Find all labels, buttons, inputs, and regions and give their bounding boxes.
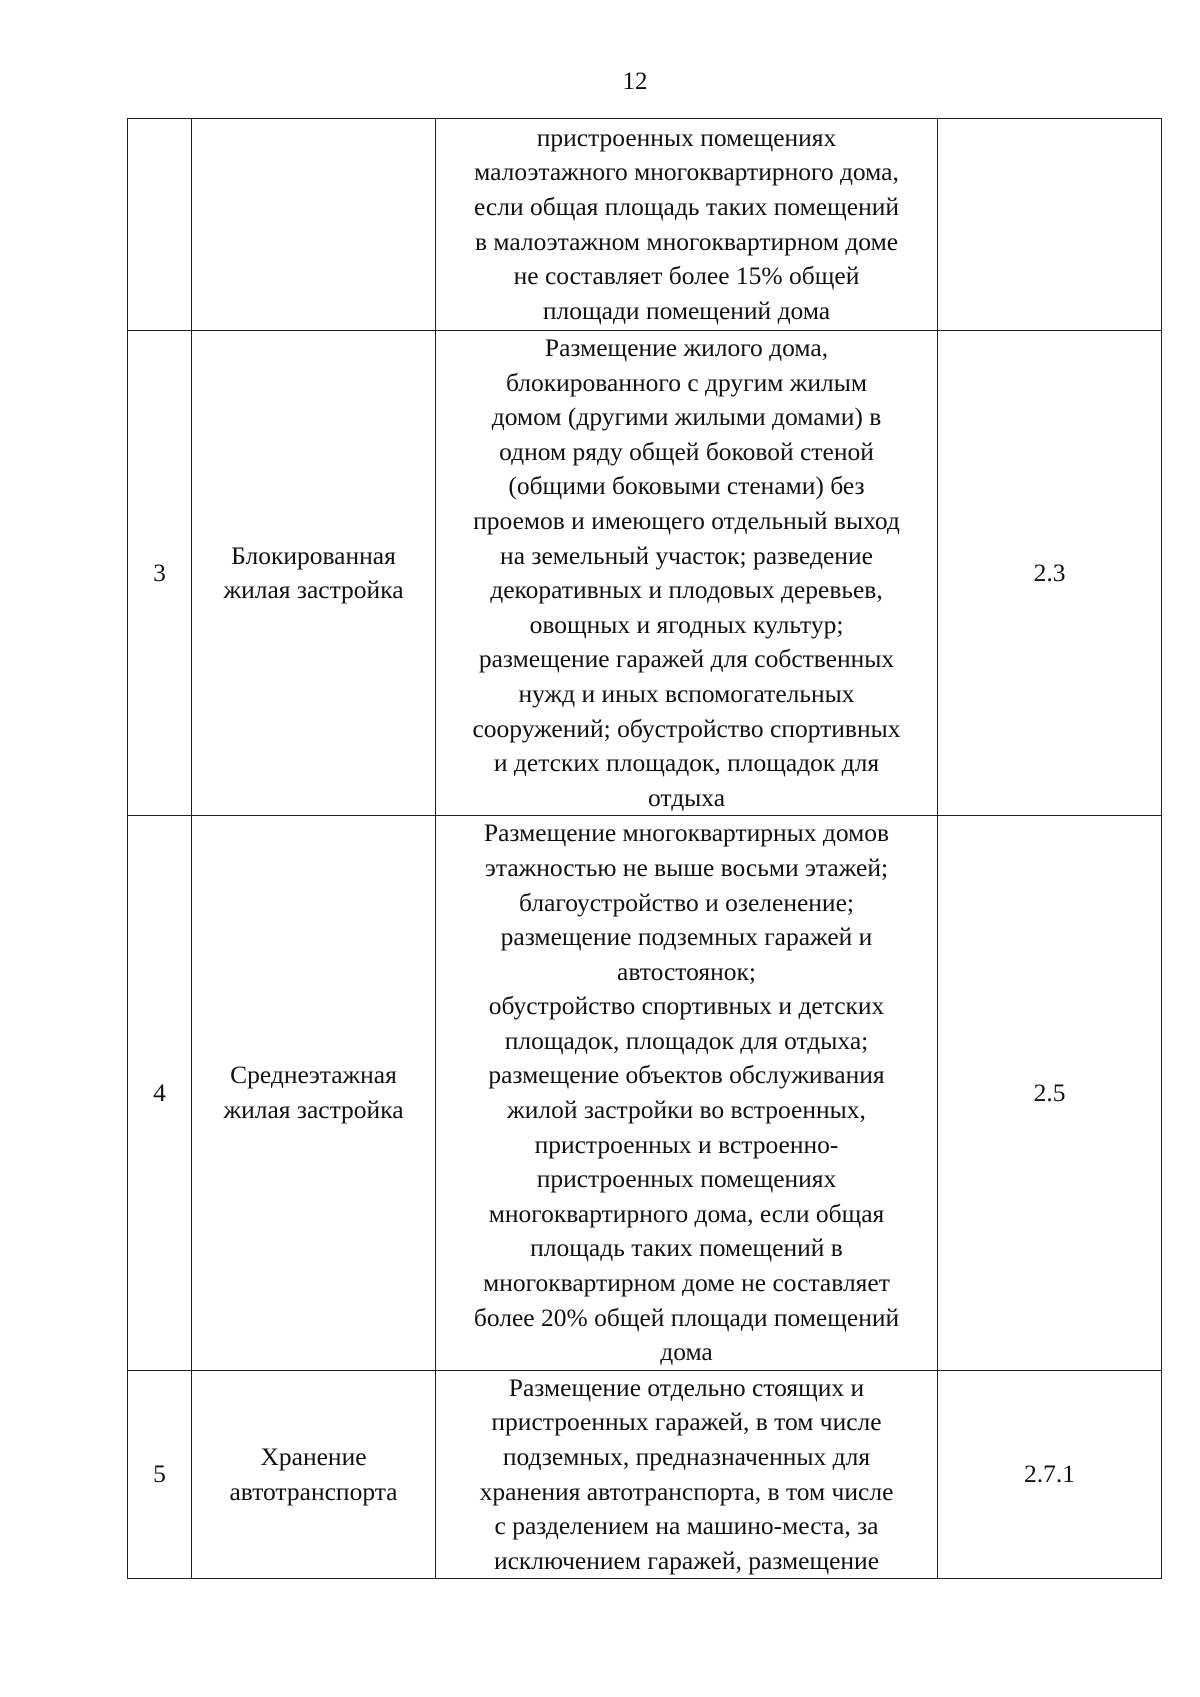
row-number-cell	[128, 119, 192, 331]
use-name-cell	[192, 119, 436, 331]
use-name-cell: Хранение автотранспорта	[192, 1370, 436, 1579]
description-cell: Размещение многоквартирных домов этажностью не выше восьми этажей; благоустройство и озеленение; размещение подземных гаражей и автостоянок; обустройство спортивных и детских площадок, площадок для отдыха; размещение объектов обслуживания жилой застройки во встроенных, пристроенных и встроенно- пристроенных помещениях многоквартирного дома, если общая площадь таких помещений в многоквартирном доме не составляет более 20% общей площади помещений дома	[436, 816, 938, 1371]
description-cell: пристроенных помещениях малоэтажного многоквартирного дома, если общая площадь таких помещений в малоэтажном многоквартирном доме не составляет более 15% общей площади помещений дома	[436, 119, 938, 331]
code-cell: 2.3	[938, 331, 1162, 816]
land-use-table	[127, 118, 1162, 1579]
table-row	[128, 331, 1162, 816]
code-cell: 2.7.1	[938, 1370, 1162, 1579]
code-cell: 2.5	[938, 816, 1162, 1371]
description-cell: Размещение жилого дома, блокированного с другим жилым домом (другими жилыми домами) в одном ряду общей боковой стеной (общими боковыми стенами) без проемов и имеющего отдельный выход на земельный участок; разведение декоративных и плодовых деревьев, овощных и ягодных культур; размещение гаражей для собственных нужд и иных вспомогательных сооружений; обустройство спортивных и детских площадок, площадок для отдыха	[436, 331, 938, 816]
row-number-cell: 5	[128, 1370, 192, 1579]
description-cell: Размещение отдельно стоящих и пристроенных гаражей, в том числе подземных, предназначенных для хранения автотранспорта, в том числе с разделением на машино-места, за исключением гаражей, размещение	[436, 1370, 938, 1579]
page-number: 12	[622, 68, 648, 95]
table-row	[128, 816, 1162, 1371]
use-name-cell: Блокированная жилая застройка	[192, 331, 436, 816]
table-row	[128, 1370, 1162, 1579]
row-number-cell: 4	[128, 816, 192, 1371]
use-name-cell: Среднеэтажная жилая застройка	[192, 816, 436, 1371]
code-cell	[938, 119, 1162, 331]
row-number-cell: 3	[128, 331, 192, 816]
table-row	[128, 119, 1162, 331]
